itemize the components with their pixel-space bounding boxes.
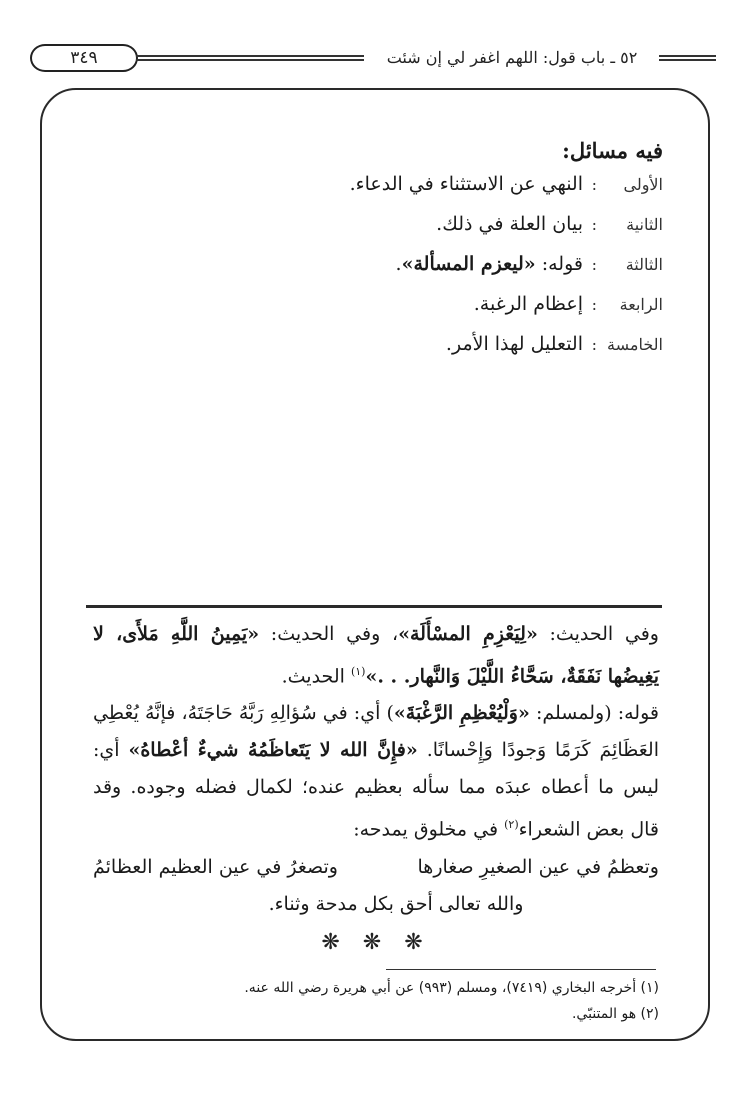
hadith-quote: «فإِنَّ الله لا يَتَعاظَمُهُ شيءٌ أعْطاهُ» <box>128 739 418 762</box>
masail-section <box>103 138 663 373</box>
item-label: الثالثة <box>625 255 663 274</box>
explanation-text <box>93 616 659 963</box>
closing-line: والله تعالى أحق بكل مدحة وثناء. <box>268 892 524 915</box>
item-colon: : <box>591 295 597 314</box>
item-text: إعظام الرغبة. <box>473 293 583 315</box>
text-run: في مخلوق يمدحه: <box>353 818 505 841</box>
text-run: قوله: (ولمسلم: <box>529 702 659 725</box>
text-run: وفي الحديث: <box>537 623 659 645</box>
item-colon: : <box>591 255 597 274</box>
item-colon: : <box>591 215 597 234</box>
section-divider <box>86 605 662 608</box>
hadith-quote: «ليعزم المسألة» <box>401 253 536 275</box>
header-rule-right <box>659 55 716 61</box>
item-text: بيان العلة في ذلك. <box>436 213 583 235</box>
footnote-ref: (١) <box>350 665 366 678</box>
item-label: الثانية <box>626 215 663 234</box>
text-run: أي: ليس ما أعطاه عبدَه مما سأله بعظيم عنده؛ لكمال فضله وجوده. وقد قال بعض الشعراء <box>93 739 659 841</box>
footnote-1: (١) أخرجه البخاري (٧٤١٩)، ومسلم (٩٩٣) عن أبي هريرة رضي الله عنه. <box>244 980 659 996</box>
hadith-quote: «لِيَعْزِمِ المسْأَلَة» <box>398 623 538 645</box>
poetry-verse <box>93 849 659 886</box>
hadith-quote: «يَمِينُ اللَّهِ مَلأَى، لا يَغِيضُها نَفَقَةٌ، سَحَّاءُ اللَّيْلَ وَالنَّهار. . .» <box>93 623 659 688</box>
masail-heading: فيه مسائل: <box>562 138 663 163</box>
masail-item-5 <box>103 333 663 373</box>
paragraph-1 <box>93 616 659 695</box>
text-run: ) أي: في سُؤالِهِ رَبَّهُ حَاجَتَهُ، فإنَّهُ يُعْطِي العَظَائِمَ كَرَمًا وَجودًا وَإِحْسانًا. <box>93 702 660 762</box>
item-label: الأولى <box>623 175 663 194</box>
verse-first-hemistich: وتعظمُ في عين الصغيرِ صغارها <box>417 855 659 878</box>
item-label: الخامسة <box>607 335 663 354</box>
masail-item-4 <box>103 293 663 333</box>
item-colon: : <box>591 175 597 194</box>
page-number: ٣٤٩ <box>30 44 138 72</box>
footnote-rule <box>386 969 656 970</box>
header-rule-left <box>136 55 364 61</box>
masail-item-3 <box>103 253 663 293</box>
masail-item-2 <box>103 213 663 253</box>
item-text <box>103 253 583 275</box>
item-text: النهي عن الاستثناء في الدعاء. <box>349 173 583 195</box>
hadith-quote: «وَلْيُعْظِمِ الرَّغْبَةَ» <box>393 702 530 725</box>
star-separator: ❋ ❋ ❋ <box>321 929 431 955</box>
item-text-pre: قوله: <box>535 253 583 275</box>
masail-item-1 <box>103 173 663 213</box>
footnote-2: (٢) هو المتنبّي. <box>571 1006 659 1022</box>
item-text-post: . <box>395 253 402 275</box>
running-title: ٥٢ ـ باب قول: اللهم اغفر لي إن شئت <box>386 48 638 67</box>
item-text: التعليل لهذا الأمر. <box>445 333 583 355</box>
item-label: الرابعة <box>619 295 663 314</box>
footnotes <box>93 975 659 1027</box>
text-run: ، وفي الحديث: <box>259 623 399 645</box>
footnote-ref: (٢) <box>504 818 519 832</box>
paragraph-2 <box>93 695 659 848</box>
text-run: الحديث. <box>281 665 351 688</box>
item-colon: : <box>591 335 597 354</box>
verse-second-hemistich: وتصغرُ في عين العظيم العظائمُ <box>93 855 338 878</box>
